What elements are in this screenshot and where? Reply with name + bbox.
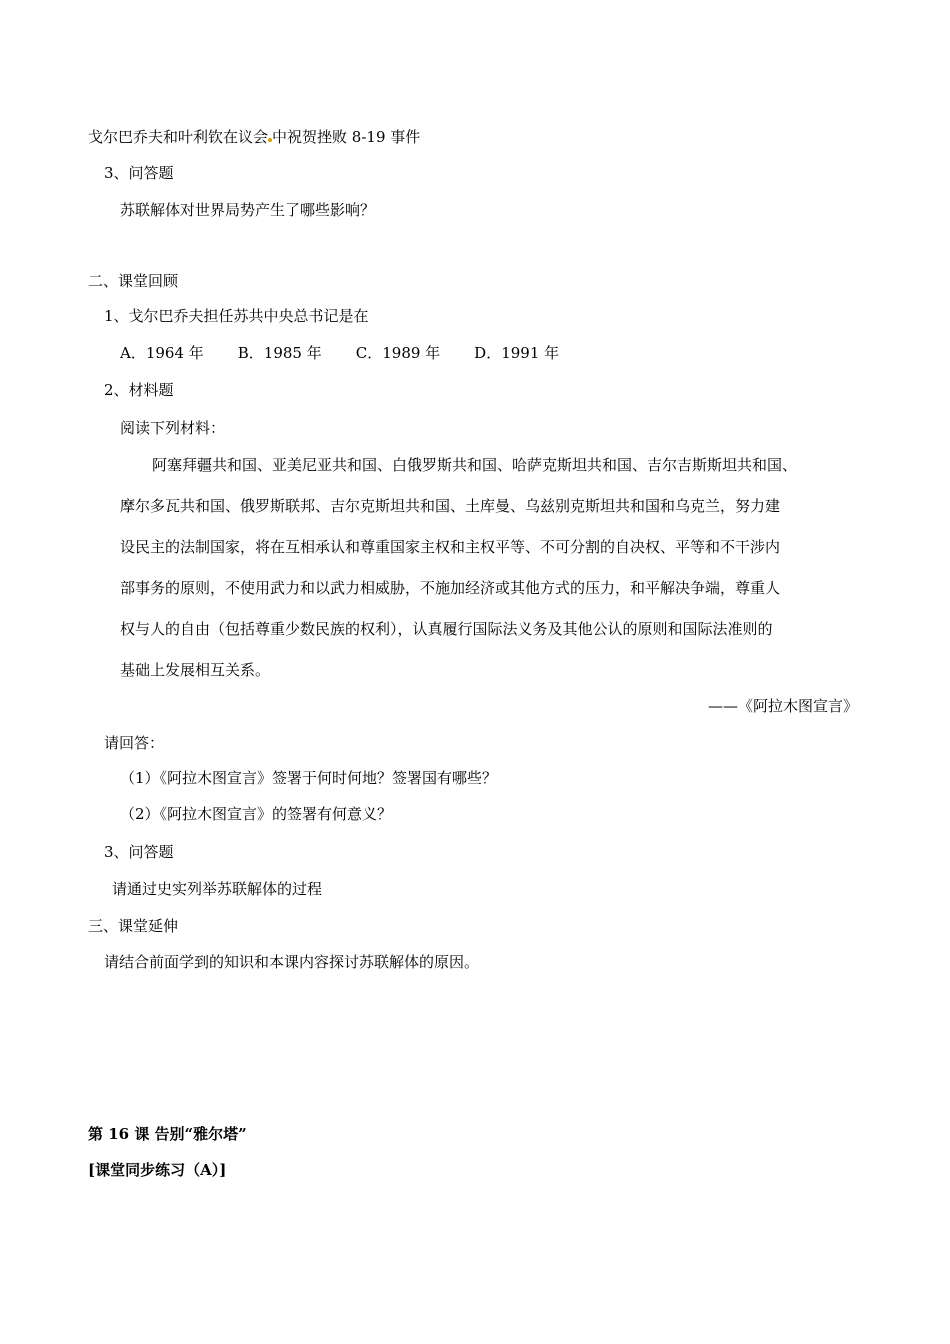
answer-prompt: 请回答：: [104, 734, 165, 752]
option-d: D．1991 年: [474, 344, 560, 362]
material-paragraph-line: 设民主的法制国家，将在互相承认和尊重国家主权和主权平等、不可分割的自决权、平等和不干涉内: [120, 538, 781, 556]
caption-text-b: 中祝贺挫败 8-19 事件: [272, 128, 421, 146]
section-heading-material: 2、材料题: [104, 381, 174, 399]
option-c: C．1989 年: [355, 344, 441, 362]
caption-line: [88, 127, 420, 147]
section-heading-qa-2: 3、问答题: [104, 843, 174, 861]
exercise-title: [课堂同步练习（A）]: [88, 1161, 227, 1179]
lesson-title: 第 16 课 告别“雅尔塔”: [88, 1125, 247, 1143]
material-paragraph-line: 部事务的原则，不使用武力和以武力相威胁，不施加经济或其他方式的压力，和平解决争端，尊重人: [120, 579, 781, 597]
section-heading-review: 二、课堂回顾: [88, 272, 179, 290]
section-heading-qa: 3、问答题: [104, 164, 174, 182]
material-paragraph-line: 阿塞拜疆共和国、亚美尼亚共和国、白俄罗斯共和国、哈萨克斯坦共和国、吉尔吉斯斯坦共和国、: [152, 456, 798, 474]
extension-text: 请结合前面学到的知识和本课内容探讨苏联解体的原因。: [104, 953, 480, 971]
caption-text-a: 戈尔巴乔夫和叶利钦在议会: [88, 128, 269, 146]
mcq-question: 1、戈尔巴乔夫担任苏共中央总书记是在: [104, 307, 369, 325]
question-text-2: 请通过史实列举苏联解体的过程: [112, 880, 323, 898]
option-b: B．1985 年: [237, 344, 322, 362]
mcq-options: [120, 343, 593, 363]
sub-question-2: （2）《阿拉木图宣言》的签署有何意义？: [120, 805, 393, 823]
source-citation: ——《阿拉木图宣言》: [707, 697, 858, 715]
option-a: A．1964 年: [120, 344, 204, 362]
material-instruction: 阅读下列材料：: [120, 419, 226, 437]
material-paragraph-line: 权与人的自由（包括尊重少数民族的权利），认真履行国际法义务及其他公认的原则和国际法准则的: [120, 620, 773, 638]
material-paragraph-line: 摩尔多瓦共和国、俄罗斯联邦、吉尔克斯坦共和国、土库曼、乌兹别克斯坦共和国和乌克兰，努力建: [120, 497, 781, 515]
section-heading-extension: 三、课堂延伸: [88, 917, 179, 935]
material-paragraph-line: 基础上发展相互关系。: [120, 661, 271, 679]
sub-question-1: （1）《阿拉木图宣言》签署于何时何地？签署国有哪些？: [120, 769, 498, 787]
question-text: 苏联解体对世界局势产生了哪些影响？: [120, 201, 376, 219]
